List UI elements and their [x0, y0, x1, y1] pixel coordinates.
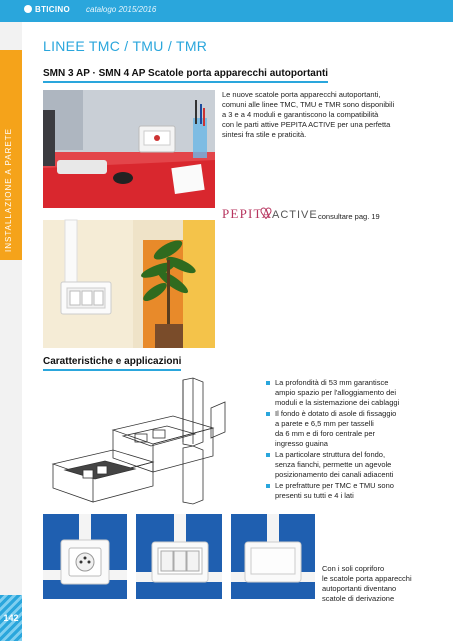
- features-heading: Caratteristiche e applicazioni: [43, 356, 181, 371]
- section-tab-label: INSTALLAZIONE A PARETE: [4, 128, 13, 252]
- feature-line: ampio spazio per l'alloggiamento dei: [275, 388, 397, 397]
- feature-item: [266, 450, 446, 480]
- description-line: sintesi fra stile e praticità.: [222, 130, 307, 139]
- feature-line: ingresso guaina: [275, 439, 328, 448]
- top-bar: [0, 0, 453, 22]
- page-number: 142: [3, 613, 19, 623]
- svg-text:PEPITA: PEPITA: [222, 206, 273, 221]
- caption-line: autoportanti diventano: [322, 584, 397, 593]
- feature-item: [266, 481, 446, 501]
- brand-logo: [24, 5, 70, 14]
- feature-line: La profondità di 53 mm garantisce: [275, 378, 389, 387]
- caption: [322, 564, 447, 604]
- description-line: con le parti attive PEPITA ACTIVE per una perfetta: [222, 120, 391, 129]
- switch-photo: [136, 514, 222, 599]
- caption-line: Con i soli copriforo: [322, 564, 385, 573]
- feature-line: a parete e 6,5 mm per tasselli: [275, 419, 374, 428]
- product-description: [222, 90, 422, 140]
- feature-line: Le prefratture per TMC e TMU sono: [275, 481, 394, 490]
- feature-line: La particolare struttura del fondo,: [275, 450, 386, 459]
- desk-photo: [43, 90, 215, 208]
- brand-name: BTICINO: [35, 5, 70, 14]
- page-title: LINEE TMC / TMU / TMR: [43, 38, 208, 54]
- feature-line: posizionamento dei canali adiacenti: [275, 470, 394, 479]
- pepita-active-logo: [222, 203, 318, 223]
- catalog-label: catalogo 2015/2016: [86, 5, 157, 14]
- interior-photo: [43, 220, 215, 348]
- features-list: [266, 378, 446, 502]
- feature-line: senza fianchi, permette un agevole: [275, 460, 392, 469]
- brand-icon: [24, 5, 32, 13]
- feature-line: Il fondo è dotato di asole di fissaggio: [275, 409, 397, 418]
- caption-line: scatole di derivazione: [322, 594, 395, 603]
- feature-item: [266, 378, 446, 408]
- feature-item: [266, 409, 446, 449]
- consult-reference: consultare pag. 19: [318, 212, 380, 221]
- feature-line: presenti su tutti e 4 i lati: [275, 491, 354, 500]
- socket-photo: [43, 514, 127, 599]
- junction-box-photo: [231, 514, 315, 599]
- feature-line: moduli e la sistemazione dei cablaggi: [275, 398, 400, 407]
- sidebar: [0, 22, 22, 641]
- description-line: a 3 e a 4 moduli e garantiscono la compatibilità: [222, 110, 379, 119]
- exploded-diagram: [43, 378, 258, 506]
- svg-text:ACTIVE: ACTIVE: [272, 209, 318, 221]
- product-heading: SMN 3 AP · SMN 4 AP Scatole porta apparecchi autoportanti: [43, 68, 328, 83]
- description-line: Le nuove scatole porta apparecchi autoportanti,: [222, 90, 381, 99]
- caption-line: le scatole porta apparecchi: [322, 574, 412, 583]
- feature-line: da 6 mm e di foro centrale per: [275, 429, 376, 438]
- description-line: comuni alle linee TMC, TMU e TMR sono disponibili: [222, 100, 395, 109]
